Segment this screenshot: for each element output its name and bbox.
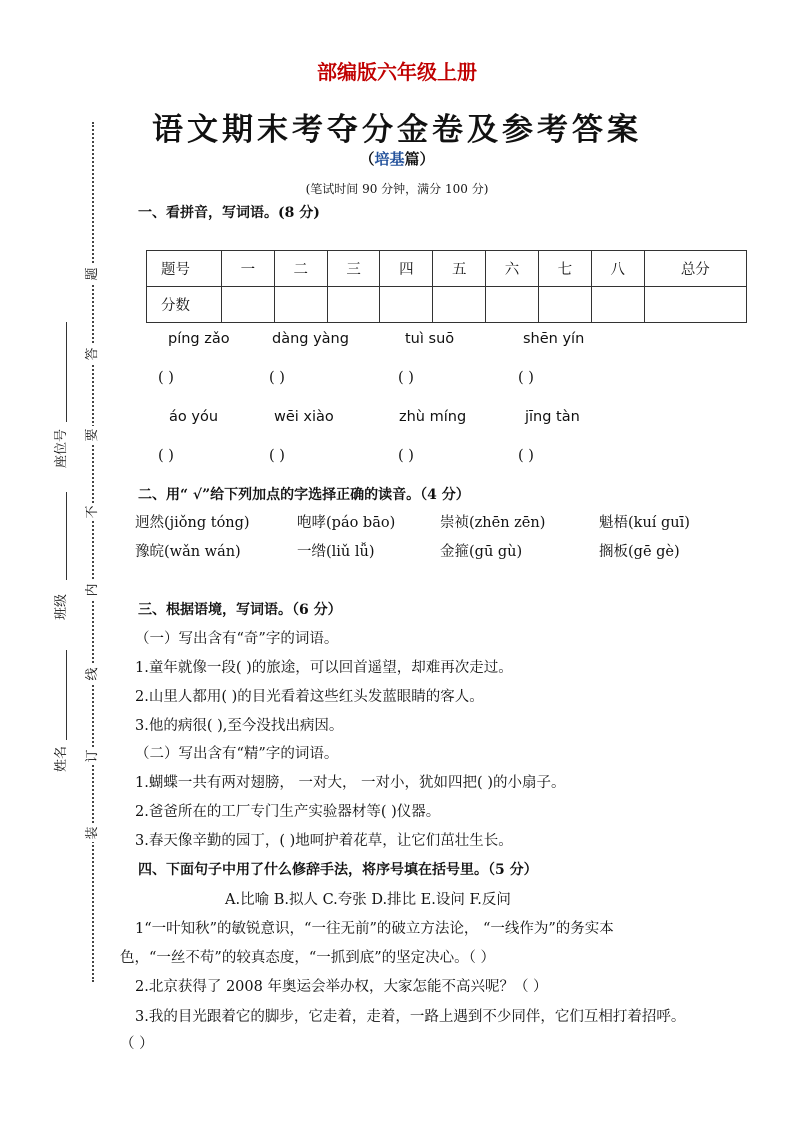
question-line[interactable]: 1.蝴蝶一共有两对翅膀， 一对大， 一对小，犹如四把( )的小扇子。 [135, 775, 566, 791]
question-line[interactable]: 1.童年就像一段( )的旅途，可以回首遥望，却难再次走过。 [135, 660, 513, 676]
score-table-cell: 七 [538, 251, 591, 287]
binding-char: 装 [83, 824, 103, 842]
pinyin-item: áo yóu [169, 409, 219, 425]
score-table-cell: 二 [274, 251, 327, 287]
score-input-cell[interactable] [591, 287, 644, 323]
pinyin-item: tuì suō [405, 331, 455, 347]
question-line: 1“一叶知秋”的敏锐意识，“一往无前”的破立方法论， “一线作为”的务实本 [135, 921, 614, 937]
answer-blank[interactable]: ( ) [518, 370, 534, 386]
options-list: A.比喻 B.拟人 C.夸张 D.排比 E.设问 F.反问 [225, 892, 511, 908]
score-table-cell: 五 [433, 251, 486, 287]
binding-char: 题 [83, 265, 103, 283]
name-line[interactable] [66, 650, 67, 740]
pinyin-item: píng zǎo [168, 331, 230, 347]
section4-heading: 四、下面句子中用了什么修辞手法，将序号填在括号里。（5 分） [138, 862, 538, 878]
answer-blank[interactable]: （ ） [120, 1036, 154, 1052]
score-table-cell: 题号 [147, 251, 222, 287]
time-info: (笔试时间 90 分钟，满分 100 分) [305, 182, 489, 196]
score-table-cell: 八 [591, 251, 644, 287]
pinyin-item: wēi xiào [274, 409, 334, 425]
pinyin-item: jīng tàn [525, 409, 580, 425]
score-table-header-row [147, 251, 747, 287]
page-title: 语文期末考夺分金卷及参考答案 [152, 112, 642, 148]
section3-heading: 三、根据语境，写词语。（6 分） [138, 602, 342, 618]
question-line[interactable]: 3.他的病很( ),至今没找出病因。 [135, 718, 344, 734]
grade-title: 部编版六年级上册 [317, 60, 477, 84]
binding-char: 线 [83, 665, 103, 683]
score-input-cell[interactable] [222, 287, 275, 323]
score-table-cell: 总分 [644, 251, 746, 287]
answer-blank[interactable]: ( ) [158, 448, 174, 464]
pronunciation-item[interactable]: 搁板(gē gè) [599, 544, 680, 560]
score-table-score-row [147, 287, 747, 323]
pronunciation-item[interactable]: 豫皖(wǎn wán) [135, 544, 241, 560]
answer-blank[interactable]: ( ) [269, 448, 285, 464]
class-line[interactable] [66, 492, 67, 580]
question-line[interactable]: 2.山里人都用( )的目光看着这些红头发蓝眼睛的客人。 [135, 689, 484, 705]
pronunciation-item[interactable]: 咆哮(páo bāo) [297, 515, 396, 531]
question-line[interactable]: 3.春天像辛勤的园丁，( )地呵护着花草，让它们茁壮生长。 [135, 833, 513, 849]
score-row-label: 分数 [147, 287, 222, 323]
answer-blank[interactable]: ( ) [398, 370, 414, 386]
score-input-cell[interactable] [433, 287, 486, 323]
score-table-cell: 一 [222, 251, 275, 287]
score-table [146, 250, 747, 323]
binding-char: 不 [83, 503, 103, 521]
answer-blank[interactable]: ( ) [518, 448, 534, 464]
question-line[interactable]: 色，“一丝不苟”的较真态度，“一抓到底”的坚定决心。（ ） [120, 950, 496, 966]
sub-heading: （二）写出含有“精”字的词语。 [135, 746, 339, 762]
score-input-cell[interactable] [644, 287, 746, 323]
seat-number-label: 座位号 [54, 428, 69, 468]
binding-char: 答 [83, 345, 103, 363]
score-input-cell[interactable] [486, 287, 539, 323]
pronunciation-item[interactable]: 金箍(gū gù) [440, 544, 523, 560]
subtitle: （培基篇） [359, 150, 435, 168]
question-line[interactable]: 2.北京获得了 2008 年奥运会举办权，大家怎能不高兴呢？（ ） [135, 979, 548, 995]
question-line: 3.我的目光跟着它的脚步，它走着，走着，一路上遇到不少同伴，它们互相打着招呼。 [135, 1009, 686, 1025]
sub-heading: （一）写出含有“奇”字的词语。 [135, 631, 339, 647]
pinyin-item: shēn yín [523, 331, 585, 347]
score-table-cell: 四 [380, 251, 433, 287]
question-line[interactable]: 2.爸爸所在的工厂专门生产实验器材等( )仪器。 [135, 804, 441, 820]
score-input-cell[interactable] [274, 287, 327, 323]
binding-char: 要 [83, 426, 103, 444]
score-input-cell[interactable] [538, 287, 591, 323]
score-input-cell[interactable] [327, 287, 380, 323]
pronunciation-item[interactable]: 崇祯(zhēn zēn) [440, 515, 546, 531]
section1-heading: 一、看拼音，写词语。(8 分) [138, 205, 320, 221]
answer-blank[interactable]: ( ) [158, 370, 174, 386]
score-table-cell: 三 [327, 251, 380, 287]
pronunciation-item[interactable]: 迥然(jiǒng tóng) [135, 515, 250, 531]
section2-heading: 二、用“ √”给下列加点的字选择正确的读音。（4 分） [138, 487, 470, 503]
seat-number-line[interactable] [66, 322, 67, 422]
answer-blank[interactable]: ( ) [398, 448, 414, 464]
binding-char: 订 [83, 747, 103, 765]
score-input-cell[interactable] [380, 287, 433, 323]
pronunciation-item[interactable]: 一绺(liǔ lǚ) [297, 544, 375, 560]
pronunciation-item[interactable]: 魁梧(kuí guī) [599, 515, 690, 531]
binding-dotted-line [92, 122, 94, 982]
answer-blank[interactable]: ( ) [269, 370, 285, 386]
binding-char: 内 [83, 581, 103, 599]
pinyin-item: zhù míng [399, 409, 467, 425]
score-table-cell: 六 [486, 251, 539, 287]
pinyin-item: dàng yàng [272, 331, 349, 347]
class-label: 班级 [54, 593, 69, 620]
name-label: 姓名 [54, 745, 69, 772]
